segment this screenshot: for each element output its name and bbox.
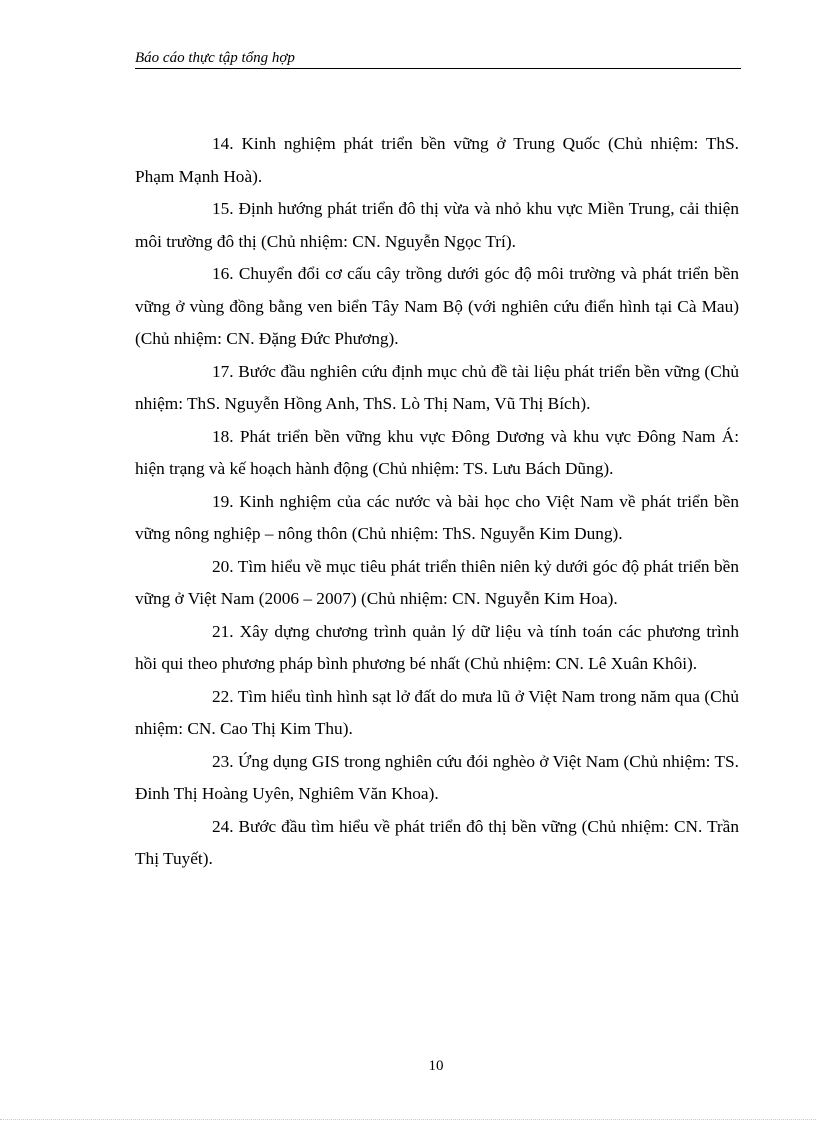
page-header-title: Báo cáo thực tập tổng hợp <box>135 50 295 66</box>
list-item: 17. Bước đầu nghiên cứu định mục chủ đề tài liệu phát triển bền vững (Chủ nhiệm: ThS. Nguyễn Hồng Anh, ThS. Lò Thị Nam, Vũ Thị Bích). <box>135 361 739 413</box>
page-header <box>135 49 741 69</box>
list-item: 20. Tìm hiểu về mục tiêu phát triển thiên niên kỷ dưới góc độ phát triển bền vững ở Việt Nam (2006 – 2007) (Chủ nhiệm: CN. Nguyễn Kim Hoa). <box>135 556 739 608</box>
list-item: 23. Ứng dụng GIS trong nghiên cứu đói nghèo ở Việt Nam (Chủ nhiệm: TS. Đinh Thị Hoàng Uyên, Nghiêm Văn Khoa). <box>135 751 739 803</box>
page-number: 10 <box>428 1058 444 1074</box>
list-item: 14. Kinh nghiệm phát triển bền vững ở Trung Quốc (Chủ nhiệm: ThS. Phạm Mạnh Hoà). <box>135 134 739 186</box>
list-item: 15. Định hướng phát triển đô thị vừa và nhỏ khu vực Miền Trung, cải thiện môi trường đô thị (Chủ nhiệm: CN. Nguyễn Ngọc Trí). <box>135 199 739 251</box>
list-item: 18. Phát triển bền vững khu vực Đông Dương và khu vực Đông Nam Á: hiện trạng và kế hoạch hành động (Chủ nhiệm: TS. Lưu Bách Dũng). <box>135 426 739 478</box>
list-item: 22. Tìm hiểu tình hình sạt lở đất do mưa lũ ở Việt Nam trong năm qua (Chủ nhiệm: CN. Cao Thị Kim Thu). <box>135 686 739 738</box>
page-divider <box>0 1119 816 1120</box>
list-item: 19. Kinh nghiệm của các nước và bài học cho Việt Nam về phát triển bền vững nông nghiệp – nông thôn (Chủ nhiệm: ThS. Nguyễn Kim Dung). <box>135 491 739 543</box>
list-item: 16. Chuyển đổi cơ cấu cây trồng dưới góc độ môi trường và phát triển bền vững ở vùng đồng bằng ven biển Tây Nam Bộ (với nghiên cứu điển hình tại Cà Mau) (Chủ nhiệm: CN. Đặng Đức Phương). <box>135 264 739 348</box>
list-item: 21. Xây dựng chương trình quản lý dữ liệu và tính toán các phương trình hồi qui theo phương pháp bình phương bé nhất (Chủ nhiệm: CN. Lê Xuân Khôi). <box>135 621 739 673</box>
list-item: 24. Bước đầu tìm hiểu về phát triển đô thị bền vững (Chủ nhiệm: CN. Trần Thị Tuyết). <box>135 816 739 868</box>
research-topic-list <box>135 128 739 876</box>
